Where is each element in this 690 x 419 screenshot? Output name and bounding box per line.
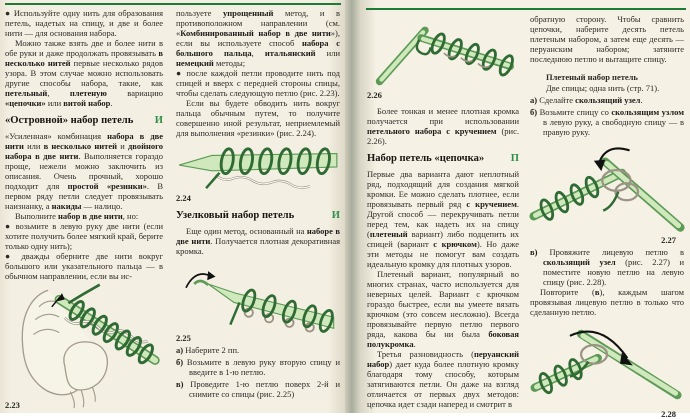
needle-knot-cast-on-icon <box>176 260 340 332</box>
figure-label-2-24: 2.24 <box>176 193 191 203</box>
body-paragraph: Третья разновидность (перуанский набор) дает куда более плотную кромку благодаря тому способу, которым затягиваются петли. Он даже на взгляд отличается от первых двух методов: цепочка идет сзади наперед и смотрит в <box>367 349 519 409</box>
body-paragraph: Можно также взять две и более нити в обе руки и даже продолжать провязывать в несколько нитей первые несколько рядов узора. В этом случае можно использовать другие способы набора, такие, как петельный, плетеную вариацию «цепочки» или витой набор. <box>5 38 163 108</box>
section-heading-tsepochka <box>367 153 519 165</box>
body-paragraph: Если вы будете обводить нить вокруг пальца обычным путем, то получите совершенно иной результат, неприемлемый для выполнения «резинки» (рис. 2.24). <box>176 98 340 138</box>
needle-cast-on-row-icon <box>176 142 340 192</box>
list-item-v: в) Провяжите лицевую петлю в скользящий узел (рис. 2.27) и поместите новую петлю на левую спицу (рис. 2.28). <box>530 247 684 287</box>
section-heading-ostrovnoy <box>5 115 163 127</box>
right-page-column-2 <box>530 14 684 419</box>
bullet-paragraph: ● дважды оберните две нити вокруг большого или указательного пальца — в обычном направлении, если вы ис- <box>5 251 163 281</box>
figure-2-25 <box>176 260 340 343</box>
figure-label-2-23: 2.23 <box>5 400 20 410</box>
body-paragraph: Еще один метод, основанный на наборе в две нити. Получается плотная декоративная кромка. <box>176 226 341 256</box>
body-paragraph: «Усиленная» комбинация набора в две нити или в несколько нитей и двойного набора в две нити. Выполняется гораздо проще, нежели можно заключить из описания. Очень прочный, хорошо подходит для простой «резинки». В первом ряду петли следует провязывать наизнанку, а накиды — налицо. <box>5 131 164 211</box>
right-page <box>360 0 690 419</box>
body-paragraph: Первые два варианта дают неплотный ряд, подходящий для создания мягкой кромки. Ее можно сделать плотнее, если провязывать первый ряд с кручением. Другой способ — перекручивать петли перед тем, как надеть их на спицу (плетеный вариант) либо подцепить их спицей (вариант с крючком). Но даже эти методы не помогут вам создать идеальную кромку для плотных узоров. <box>367 169 519 269</box>
knit-into-slip-knot-icon <box>530 141 684 235</box>
figure-2-23 <box>5 281 163 410</box>
right-page-column-1 <box>367 13 519 410</box>
book-spine-gutter <box>345 0 360 413</box>
hands-cast-on-icon <box>5 281 165 399</box>
heading-text: Набор петель «цепочка» <box>367 153 485 164</box>
left-page-top-rule <box>5 3 341 5</box>
place-loop-on-needle-icon <box>530 321 684 409</box>
body-paragraph: Повторите (в), каждым шагом провязывая лицевую петлю в только что сделанную петлю. <box>530 287 684 317</box>
figure-label-2-27: 2.27 <box>661 235 676 245</box>
list-item-a: а) Наберите 2 пп. <box>176 345 240 355</box>
figure-label-2-28: 2.28 <box>661 409 676 419</box>
bullet-paragraph: ● возьмите в левую руку две нити (если хотите получить более мягкий край, берите только одну нить); <box>5 221 163 251</box>
body-paragraph: Выполните набор в две нити, но: <box>15 211 139 221</box>
list-item-b: б) Возьмите в левую руку вторую спицу и введите в 1-ю петлю. <box>176 357 340 377</box>
figure-label-2-25: 2.25 <box>176 333 191 343</box>
materials-note: Две спицы; одна нить (стр. 71). <box>546 83 660 93</box>
body-paragraph: Более тонкая и менее плотная кромка получается при использовании петельного набора с кручением (рис. 2.26). <box>367 106 519 146</box>
bullet-paragraph: ● после каждой петли проводите нить под спицей и вверх с передней стороны спицы, чтобы сделать следующую петлю (рис. 2.23). <box>176 68 340 98</box>
heading-text: Узелковый набор петель <box>176 210 295 221</box>
list-item-b: б) Возьмите спицу со скользящим узлом в левую руку, а свободную спицу — в правую руку. <box>530 107 684 137</box>
twisted-loop-cast-on-icon <box>367 19 517 89</box>
body-paragraph: обратную сторону. Чтобы сравнить цепочки, наберите десять петель плетеным набором, а затем еще десять — перуанским набором; затяните последнюю петлю и вытащите спицу. <box>530 14 684 64</box>
subsection-heading-pleteny: Плетеный набор петель <box>546 72 638 82</box>
section-heading-uzelkovy <box>176 210 340 222</box>
right-page-top-rule <box>366 8 686 10</box>
difficulty-marker: И <box>331 210 340 221</box>
bullet-paragraph: ● Используйте одну нить для образования петель, надетых на спицу, и две и более нити — для основания набора. <box>5 8 163 38</box>
difficulty-marker: И <box>154 115 163 126</box>
body-paragraph: пользуете упрощенный метод, и в противоположном направлении (см. «Комбинированный набор в две нити»), если вы используете способ набора с большого пальца, итальянский или немецкий методы; <box>176 8 341 68</box>
figure-2-24 <box>176 142 340 203</box>
difficulty-marker: П <box>510 153 519 164</box>
figure-2-27 <box>530 141 684 245</box>
figure-2-26 <box>367 19 519 100</box>
left-page <box>0 0 345 413</box>
list-item-a: а) Сделайте скользящий узел. <box>530 95 643 105</box>
left-page-column-2 <box>176 8 340 410</box>
left-page-column-1 <box>5 8 163 408</box>
list-item-v: в) Проведите 1-ю петлю поверх 2-й и снимите со спицы (рис. 2.25) <box>176 379 340 399</box>
figure-2-28 <box>530 321 684 419</box>
heading-text: «Островной» набор петель <box>5 115 134 126</box>
body-paragraph: Плетеный вариант, популярный во многих странах, часто используется для неверных целей. Вариант с крючком гораздо быстрее, если вы умеете вязать крючком (это совсем несложно). Всегда провязывайте первую петлю первого ряда, какова бы ни была боковая полукромка. <box>367 269 519 349</box>
figure-label-2-26: 2.26 <box>367 90 382 100</box>
